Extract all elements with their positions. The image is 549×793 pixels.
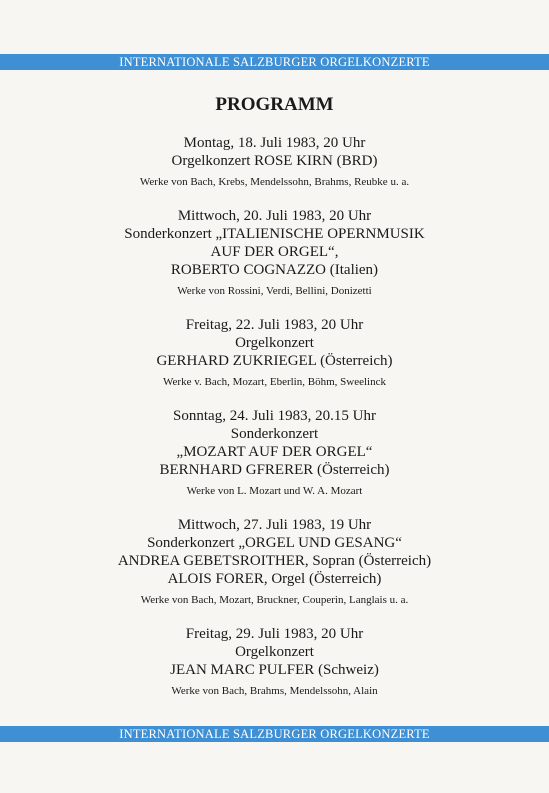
event-performer: BERNHARD GFRERER (Österreich) bbox=[159, 462, 390, 478]
event-performer: JEAN MARC PULFER (Schweiz) bbox=[170, 662, 379, 678]
event-date: Mittwoch, 27. Juli 1983, 19 Uhr bbox=[177, 517, 372, 533]
event-type: Orgelkonzert bbox=[235, 335, 314, 351]
event-2 bbox=[0, 207, 549, 298]
event-date: Freitag, 29. Juli 1983, 20 Uhr bbox=[185, 626, 364, 642]
event-type: Orgelkonzert bbox=[235, 644, 314, 660]
event-date: Sonntag, 24. Juli 1983, 20.15 Uhr bbox=[173, 408, 376, 424]
event-works: Werke v. Bach, Mozart, Eberlin, Böhm, Sweelinck bbox=[163, 376, 386, 388]
event-performer: ANDREA GEBETSROITHER, Sopran (Österreich) bbox=[117, 553, 432, 569]
program-list bbox=[0, 134, 549, 716]
footer-band: INTERNATIONALE SALZBURGER ORGELKONZERTE bbox=[0, 726, 549, 742]
event-concert-title: „MOZART AUF DER ORGEL“ bbox=[176, 444, 373, 460]
event-date: Montag, 18. Juli 1983, 20 Uhr bbox=[183, 135, 366, 151]
event-works: Werke von L. Mozart und W. A. Mozart bbox=[186, 485, 363, 497]
event-type: Sonderkonzert bbox=[230, 426, 319, 442]
event-works: Werke von Rossini, Verdi, Bellini, Donizetti bbox=[177, 285, 372, 297]
event-works: Werke von Bach, Mozart, Bruckner, Couperin, Langlais u. a. bbox=[140, 594, 409, 606]
event-5 bbox=[0, 516, 549, 607]
header-band: INTERNATIONALE SALZBURGER ORGELKONZERTE bbox=[0, 54, 549, 70]
event-concert-title: Sonderkonzert „ORGEL UND GESANG“ bbox=[147, 535, 402, 551]
event-performer: Orgelkonzert ROSE KIRN (BRD) bbox=[171, 153, 378, 169]
event-concert-title: Sonderkonzert „ITALIENISCHE OPERNMUSIK bbox=[124, 226, 425, 242]
event-performer: GERHARD ZUKRIEGEL (Österreich) bbox=[156, 353, 393, 369]
event-date: Mittwoch, 20. Juli 1983, 20 Uhr bbox=[177, 208, 372, 224]
event-date: Freitag, 22. Juli 1983, 20 Uhr bbox=[185, 317, 364, 333]
event-concert-title-cont: AUF DER ORGEL“, bbox=[210, 244, 339, 260]
event-3 bbox=[0, 316, 549, 389]
event-6 bbox=[0, 625, 549, 698]
event-works: Werke von Bach, Brahms, Mendelssohn, Alain bbox=[171, 685, 378, 697]
page-title: PROGRAMM bbox=[215, 94, 334, 115]
event-performer-2: ALOIS FORER, Orgel (Österreich) bbox=[167, 571, 382, 587]
event-4 bbox=[0, 407, 549, 498]
event-1 bbox=[0, 134, 549, 189]
event-performer: ROBERTO COGNAZZO (Italien) bbox=[170, 262, 379, 278]
event-works: Werke von Bach, Krebs, Mendelssohn, Brahms, Reubke u. a. bbox=[139, 176, 410, 188]
